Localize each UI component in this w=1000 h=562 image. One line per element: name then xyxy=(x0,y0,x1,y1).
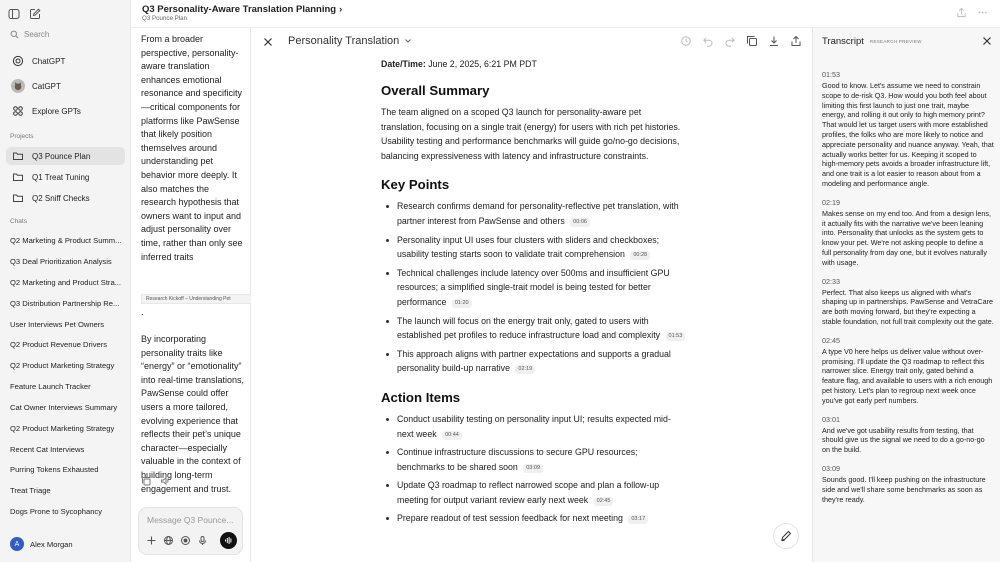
chat-history-item[interactable]: Purring Tokens Exhausted xyxy=(10,465,99,474)
share-icon[interactable] xyxy=(956,7,967,18)
record-icon[interactable] xyxy=(180,535,191,546)
key-point-text: Technical challenges include latency over 500ms and insufficient GPU resources; a simplified single-trait model is being tested for better performance xyxy=(397,267,670,307)
timestamp-chip[interactable]: 03:09 xyxy=(523,464,543,473)
copy-icon[interactable] xyxy=(141,476,151,486)
timestamp-chip[interactable]: 03:17 xyxy=(628,515,648,524)
chevron-right-icon: › xyxy=(339,4,343,15)
composer-placeholder[interactable]: Message Q3 Pounce... xyxy=(147,515,234,525)
project-title-button[interactable] xyxy=(142,4,342,15)
plus-icon[interactable] xyxy=(146,535,157,546)
segment-timestamp[interactable]: 01:53 xyxy=(822,70,840,79)
microphone-icon[interactable] xyxy=(197,535,208,546)
segment-timestamp[interactable]: 02:19 xyxy=(822,197,840,207)
copy-doc-icon[interactable] xyxy=(746,35,758,47)
source-caption[interactable]: Research Kickoff – Understanding Pet xyxy=(141,294,252,304)
close-transcript-icon[interactable] xyxy=(982,36,992,46)
segment-timestamp[interactable]: 03:09 xyxy=(822,463,840,473)
action-item-text: Continue infrastructure discussions to secure GPU resources; benchmarks to be shared soon xyxy=(397,447,638,472)
folder-icon xyxy=(11,191,25,205)
transcript-segment xyxy=(822,464,994,504)
close-icon[interactable] xyxy=(263,37,273,47)
transcript-segment xyxy=(822,198,994,268)
action-item xyxy=(381,511,686,526)
search-label: Search xyxy=(24,30,50,39)
sidebar-item-label: ChatGPT xyxy=(32,56,66,66)
redo-icon[interactable] xyxy=(724,35,736,47)
grid-icon xyxy=(11,104,25,118)
action-items-heading: Action Items xyxy=(381,389,461,405)
search-button[interactable] xyxy=(10,30,49,39)
summary-text: The team aligned on a scoped Q3 launch for personality-aware pet translation, focusing on a single trait (energy) for users with rich pet histories. Usability testing and performance benchmarks will guide go/no-go decisions, balancing expressiveness with latency and infrastructure constraints. xyxy=(381,107,681,161)
new-chat-icon[interactable] xyxy=(28,7,42,21)
chat-history-item[interactable]: Q3 Deal Prioritization Analysis xyxy=(10,257,112,266)
project-item-q2-sniff-checks[interactable] xyxy=(6,189,125,207)
assistant-message-text: By incorporating personality traits like “energy” or “emotionality” into real-time translations, PawSense could offer users a more tailored, evolving experience that reflects their pet’s unique character—especially valuable in the context of building long-term engagement and trust. xyxy=(141,334,245,494)
document-body xyxy=(381,59,686,530)
project-item-q3-pounce-plan[interactable] xyxy=(6,147,125,165)
chat-history-item[interactable]: Q2 Product Marketing Strategy xyxy=(10,361,115,370)
project-item-label: Q1 Treat Tuning xyxy=(32,172,90,182)
document-title-button[interactable] xyxy=(288,35,412,47)
sidebar-item-catgpt[interactable] xyxy=(6,77,125,95)
avatar: A xyxy=(10,537,24,551)
chat-history-item[interactable]: Recent Cat Interviews xyxy=(10,445,85,454)
voice-mode-button[interactable] xyxy=(220,532,237,549)
user-name: Alex Morgan xyxy=(30,539,73,549)
download-icon[interactable] xyxy=(768,35,780,47)
chat-history-item[interactable]: Treat Triage xyxy=(10,486,51,495)
sidebar xyxy=(0,0,131,562)
key-point-text: This approach aligns with partner expectations and supports a gradual personality build-up narrative xyxy=(397,348,671,374)
action-item xyxy=(381,445,686,474)
segment-timestamp[interactable]: 02:45 xyxy=(822,335,840,345)
timestamp-chip[interactable]: 01:53 xyxy=(666,332,686,341)
sidebar-toggle-icon[interactable] xyxy=(7,7,21,21)
action-item xyxy=(381,412,686,441)
segment-timestamp[interactable]: 02:33 xyxy=(822,276,840,286)
document-panel xyxy=(251,28,812,562)
transcript-segment xyxy=(822,70,994,189)
key-point-text: The launch will focus on the energy trait only, gated to users with established pet profiles to reduce infrastructure load and complexity xyxy=(397,315,661,341)
assistant-message-period: . xyxy=(141,307,144,317)
timestamp-chip[interactable]: 00:06 xyxy=(570,218,590,227)
user-account-button[interactable] xyxy=(10,537,73,551)
transcript-panel xyxy=(812,28,1000,562)
folder-icon xyxy=(11,170,25,184)
key-point-text: Research confirms demand for personality-reflective pet translation, with partner interest from PawSense and others xyxy=(397,201,679,226)
sidebar-item-explore-gpts[interactable] xyxy=(6,102,125,120)
project-subtitle: Q3 Pounce Plan xyxy=(142,15,188,22)
speaker-icon[interactable] xyxy=(160,476,170,486)
transcript-segment xyxy=(822,415,994,455)
project-item-q1-treat-tuning[interactable] xyxy=(6,168,125,186)
transcript-body xyxy=(822,70,994,513)
timestamp-chip[interactable]: 02:45 xyxy=(594,497,614,506)
chevron-down-icon xyxy=(404,37,412,45)
more-icon[interactable] xyxy=(977,7,988,18)
chat-history-item[interactable]: Q2 Product Marketing Strategy xyxy=(10,424,115,433)
segment-timestamp[interactable]: 03:01 xyxy=(822,414,840,424)
share-doc-icon[interactable] xyxy=(790,35,802,47)
chat-history-item[interactable]: Q2 Product Revenue Drivers xyxy=(10,340,108,349)
key-point-item xyxy=(381,347,686,376)
assistant-message-text: From a broader perspective, personality-aware translation enhances emotional resonance and specificity—critical components for platforms like PawSense that likely position themselves around understanding pet behavior more deeply. It also matches the research hypothesis that owners want to input and adjust personality over time, rather than only see inferred traits xyxy=(141,34,243,262)
message-composer[interactable] xyxy=(138,507,243,555)
action-item-text: Conduct usability testing on personality input UI; results expected mid-next week xyxy=(397,413,671,439)
key-point-item xyxy=(381,199,686,228)
timestamp-chip[interactable]: 00:28 xyxy=(630,251,650,260)
timestamp-chip[interactable]: 02:19 xyxy=(515,365,535,374)
meeting-datetime xyxy=(381,59,686,69)
key-points-heading: Key Points xyxy=(381,177,450,193)
segment-text: Makes sense on my end too. And from a design lens, it actually fits with the narrative we've been leaning into. Personality that unlocks as the system gets to know your pet. We're not asking people to define a full personality from day one, but it evolves naturally with usage. xyxy=(822,208,992,267)
cat-avatar-icon xyxy=(11,79,25,93)
segment-text: And we've got usability results from testing, that should give us the signal we need to do a go-no-go on the build. xyxy=(822,425,985,455)
top-bar xyxy=(131,0,1000,28)
key-points-list xyxy=(381,199,686,376)
folder-icon xyxy=(11,149,25,163)
sidebar-item-label: Explore GPTs xyxy=(32,106,81,116)
globe-icon[interactable] xyxy=(163,535,174,546)
segment-text: Perfect. That also keeps us aligned with what's shaping up in partnerships. PawSense and VetraCare are both moving forward, but they're expecting a stable foundation, not full trait complexity out the gate. xyxy=(822,287,994,326)
timestamp-chip[interactable]: 01:20 xyxy=(452,299,472,308)
sidebar-item-chatgpt[interactable] xyxy=(6,52,125,70)
key-point-item xyxy=(381,314,686,343)
document-title: Personality Translation xyxy=(288,35,400,47)
key-point-item xyxy=(381,233,686,262)
chat-history-item[interactable]: Feature Launch Tracker xyxy=(10,382,91,391)
summary-heading: Overall Summary xyxy=(381,83,490,98)
project-item-label: Q3 Pounce Plan xyxy=(32,151,91,161)
chatgpt-logo-icon xyxy=(11,54,25,68)
edit-button[interactable] xyxy=(773,523,799,549)
project-title: Q3 Personality-Aware Translation Planning xyxy=(142,4,337,15)
action-item xyxy=(381,478,686,507)
chat-history-item[interactable]: Cat Owner Interviews Summary xyxy=(10,403,118,412)
chat-history-item[interactable]: Dogs Prone to Sycophancy xyxy=(10,507,103,516)
datetime-value: June 2, 2025, 6:21 PM PDT xyxy=(428,59,537,69)
timestamp-chip[interactable]: 00:44 xyxy=(442,431,462,440)
search-icon xyxy=(10,30,19,39)
segment-text: A type V0 here helps us deliver value without over-promising. I'll update the Q3 roadmap to reflect this narrower slice. Energy trait only, gated behind a feature flag, and available to users with a rich enough pet history. Let's plan to regroup next week once you've got early perf numbers. xyxy=(822,346,993,405)
chat-history-item[interactable]: Q2 Marketing and Product Stra... xyxy=(10,278,122,287)
chat-history-item[interactable]: User Interviews Pet Owners xyxy=(10,320,105,329)
chats-section-label: Chats xyxy=(10,218,27,225)
chat-history-item[interactable]: Q2 Marketing & Product Summ... xyxy=(10,236,122,245)
key-point-item xyxy=(381,266,686,310)
chat-history-item[interactable]: Q3 Distribution Partnership Re... xyxy=(10,299,120,308)
action-item-text: Prepare readout of test session feedback for next meeting xyxy=(397,513,623,524)
project-item-label: Q2 Sniff Checks xyxy=(32,193,90,203)
waveform-icon xyxy=(224,536,233,545)
research-preview-badge: RESEARCH PREVIEW xyxy=(869,39,922,44)
sidebar-item-label: CatGPT xyxy=(32,81,61,91)
datetime-label: Date/Time: xyxy=(381,59,426,69)
key-point-text: Personality input UI uses four clusters with sliders and checkboxes; usability testing starts soon to validate trait comprehension xyxy=(397,234,660,260)
projects-section-label: Projects xyxy=(10,133,34,140)
action-items-list xyxy=(381,412,686,526)
segment-text: Sounds good. I'll keep pushing on the infrastructure side and we'll share some benchmarks as soon as they're ready. xyxy=(822,474,986,504)
undo-icon[interactable] xyxy=(702,35,714,47)
segment-text: Good to know. Let's assume we need to constrain scope to de-risk Q3. How would you both feel about limiting this first launch to just one trait, maybe energy, and rolling it out only to high memory print? That would let us target users with more established profiles, the folks who are more likely to notice and appreciate personality and nuance anyway. Yeah, that actually works better for us. Keeping it scoped to high-memory pets avoids a broader infrastructure lift, and one trait is a lot easier to reason about from a modeling and performance angle. xyxy=(822,81,994,188)
transcript-segment xyxy=(822,336,994,406)
history-icon[interactable] xyxy=(680,35,692,47)
chat-pane xyxy=(131,28,251,562)
pencil-icon xyxy=(780,530,792,542)
transcript-segment xyxy=(822,277,994,327)
transcript-title: Transcript xyxy=(822,36,864,47)
action-item-text: Update Q3 roadmap to reflect narrowed scope and plan a follow-up meeting for output variant review early next week xyxy=(397,480,660,505)
